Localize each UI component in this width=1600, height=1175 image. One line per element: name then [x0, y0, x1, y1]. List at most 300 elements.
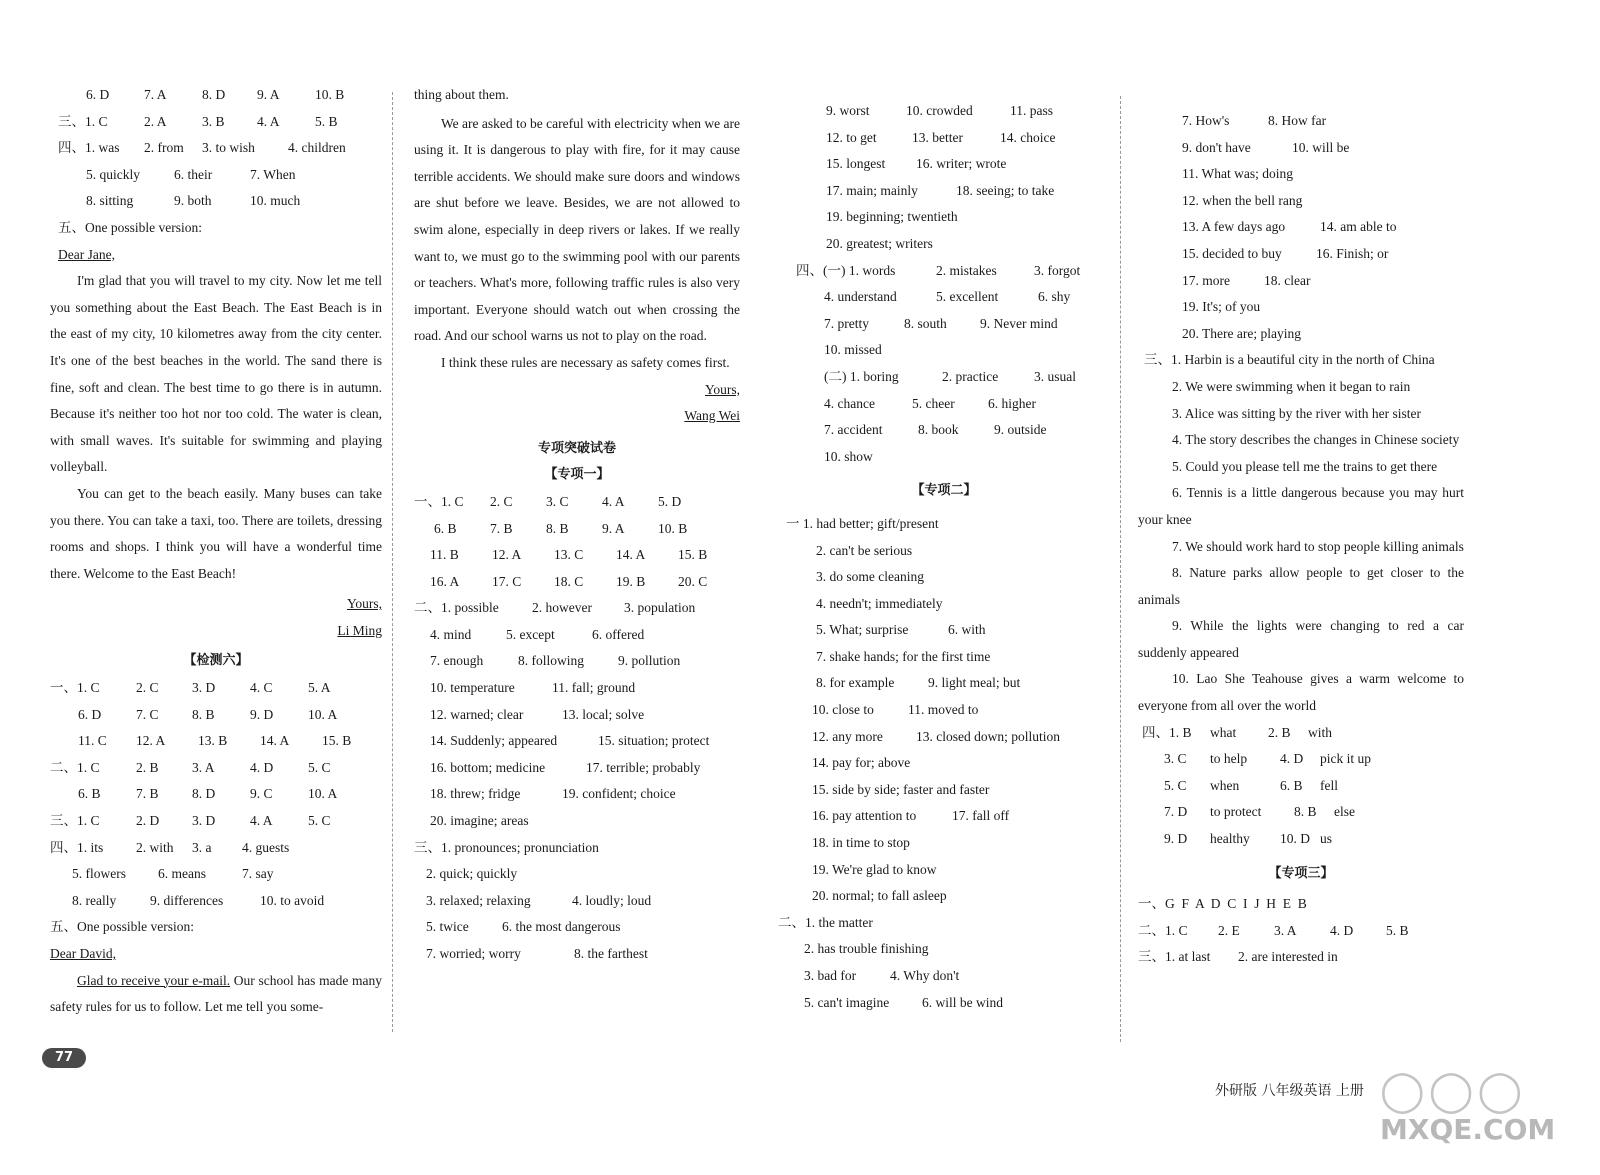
answer: 二、1. C	[1138, 922, 1188, 938]
answer: 8. sitting	[86, 193, 134, 209]
answer-row	[786, 724, 1102, 751]
letter-paragraph: I think these rules are necessary as safety comes first.	[441, 354, 730, 370]
watermark-text: MXQE.COM	[1380, 1113, 1556, 1146]
answer-row	[50, 162, 382, 189]
answer: 13. A few days ago	[1182, 219, 1286, 235]
answer: 6. D	[86, 87, 110, 102]
answer: 2. D	[136, 813, 160, 829]
answer: 2. C	[490, 493, 513, 509]
answer: 6. B	[1280, 777, 1303, 793]
answer: 5. excellent	[936, 289, 999, 305]
answer: 15. B	[322, 733, 352, 749]
column-2	[414, 82, 740, 968]
answer: 三、1. pronounces; pronunciation	[414, 839, 599, 855]
answer: 18. seeing; to take	[956, 182, 1055, 198]
answer: 2. can't be serious	[816, 542, 913, 558]
answer: 4. C	[250, 680, 273, 696]
answer: 10. much	[250, 193, 301, 209]
answer: 12. to get	[826, 129, 877, 145]
answer: 6. D	[78, 706, 102, 722]
answer-row	[786, 538, 1102, 565]
answer: 2. practice	[942, 368, 999, 384]
answer-row	[786, 883, 1102, 910]
underlined-sentence: Glad to receive your e-mail.	[77, 972, 231, 988]
answer: 3. population	[624, 600, 696, 616]
answer-row	[414, 888, 740, 915]
answer-row: 一、G F A D C I J H E B	[1138, 896, 1307, 912]
answer-row	[414, 835, 740, 862]
answer: 13. better	[912, 129, 963, 145]
answer: 14. am able to	[1320, 219, 1397, 235]
answer: 20. greatest; writers	[826, 235, 933, 251]
answer: 9. D	[1164, 831, 1188, 847]
answer: 4. chance	[824, 395, 875, 411]
answer-row	[786, 564, 1102, 591]
answer-row	[50, 135, 382, 162]
answer-row	[778, 910, 1102, 937]
letter-paragraph: You can get to the beach easily. Many buses can take you there. You can take a taxi, too. There are toilets, dressing rooms and shops. I think you will have a wonderful time there. Welcome to the East Beach!	[50, 485, 382, 581]
answer: 四、1. B	[1142, 724, 1192, 740]
answer: 一 1. had better; gift/present	[786, 515, 939, 531]
answer: 10. A	[308, 786, 338, 802]
answer: 6. with	[948, 622, 986, 638]
answer: 一、1. C	[50, 680, 100, 696]
answer: 12. A	[492, 547, 522, 563]
answer: 19. confident; choice	[562, 786, 676, 802]
answer: 9. pollution	[618, 653, 681, 669]
answer: 11. B	[430, 547, 459, 563]
answer-row	[414, 489, 740, 516]
answer: 17. main; mainly	[826, 182, 918, 198]
answer: 7. B	[136, 786, 159, 802]
answer: 12. any more	[812, 728, 883, 744]
answer: 6. offered	[592, 626, 645, 642]
answer-row	[1138, 268, 1464, 295]
answer: 8. really	[72, 892, 117, 908]
answer-row	[786, 364, 1102, 391]
column-4	[1138, 108, 1464, 971]
answer: 15. situation; protect	[598, 733, 710, 749]
answer: 5. can't imagine	[804, 994, 890, 1010]
answer: 4. needn't; immediately	[816, 595, 943, 611]
answer: 5. C	[1164, 777, 1187, 793]
answer: pick it up	[1320, 751, 1371, 767]
answer-row	[786, 963, 1102, 990]
answer: 4. Why don't	[890, 968, 960, 983]
answer: 9. A	[257, 87, 280, 102]
answer-row	[414, 648, 740, 675]
answer: 三、1. C	[50, 813, 100, 829]
answer-row	[1138, 918, 1464, 945]
answer-row	[50, 702, 382, 729]
answer: 4. D	[1280, 751, 1304, 767]
answer-row	[1138, 161, 1464, 188]
answer: 三、1. at last	[1138, 949, 1211, 965]
answer: 19. It's; of you	[1182, 299, 1261, 315]
letter-text: Our school has made many safety rules for us to follow. Let me tell you some-	[50, 972, 382, 1015]
answer-row	[50, 755, 382, 782]
answer: 14. Suddenly; appeared	[430, 733, 558, 749]
answer: what	[1210, 724, 1237, 740]
answer: 19. beginning; twentieth	[826, 209, 958, 225]
answer-row	[786, 178, 1102, 205]
answer-row	[414, 542, 740, 569]
answer: 2. however	[532, 600, 592, 616]
closing	[414, 377, 740, 404]
answer: 3. a	[192, 839, 212, 855]
answer: 4. D	[1330, 922, 1354, 938]
answer: 9. worst	[826, 103, 870, 118]
answer: 10. B	[658, 520, 688, 536]
answer-row	[1138, 214, 1464, 241]
answer: 3. C	[546, 493, 569, 509]
section-heading: 【检测六】	[183, 653, 249, 669]
answer-row	[786, 337, 1102, 364]
answer: 4. mind	[430, 626, 472, 642]
section-label: 五、One possible version:	[58, 219, 202, 235]
answer-row	[414, 781, 740, 808]
letter-paragraph: thing about them.	[414, 87, 509, 102]
answer: 6. higher	[988, 395, 1036, 411]
answer-row	[1138, 135, 1464, 162]
answer: 15. longest	[826, 156, 886, 172]
answer: 11. C	[78, 733, 107, 749]
answer: 6. shy	[1038, 289, 1071, 305]
answer: 19. B	[616, 573, 646, 589]
answer-row	[786, 98, 1102, 125]
column-divider	[1120, 96, 1121, 1042]
answer-row	[414, 808, 740, 835]
answer-sentence: 9. While the lights were changing to red a car suddenly appeared	[1138, 618, 1464, 660]
answer-row	[786, 231, 1102, 258]
answer-sentence: 2. We were swimming when it began to rain	[1172, 378, 1411, 394]
answer: 20. normal; to fall asleep	[812, 888, 947, 904]
answer: 14. A	[260, 733, 290, 749]
answer-sentence: 3. Alice was sitting by the river with her sister	[1172, 405, 1421, 421]
answer: 8. D	[202, 87, 226, 102]
closing	[50, 591, 382, 618]
answer: 20. C	[678, 573, 708, 589]
answer: 2. A	[144, 113, 167, 129]
answer: 5. C	[308, 759, 331, 775]
answer-row	[1138, 826, 1464, 853]
answer: 20. There are; playing	[1182, 325, 1301, 341]
answer-row	[1138, 294, 1464, 321]
answer: 四、(一) 1. words	[796, 262, 896, 278]
answer-row	[50, 808, 382, 835]
answer-row	[786, 511, 1102, 538]
answer-row	[50, 109, 382, 136]
answer: 5. C	[308, 813, 331, 829]
answer: 7. C	[136, 706, 159, 722]
answer: 6. means	[158, 866, 206, 882]
answer: 11. pass	[1010, 103, 1053, 118]
answer: 13. local; solve	[562, 706, 645, 722]
answer: else	[1334, 804, 1355, 820]
answer: 3. A	[192, 759, 215, 775]
answer: 18. in time to stop	[812, 835, 910, 851]
answer: 17. more	[1182, 272, 1230, 288]
answer: 18. C	[554, 573, 584, 589]
answer-row	[414, 622, 740, 649]
answer: 13. closed down; pollution	[916, 728, 1060, 744]
answer-row	[786, 311, 1102, 338]
answer-row	[1138, 944, 1464, 971]
answer: 5. twice	[426, 919, 469, 935]
answer: 17. terrible; probably	[586, 759, 701, 775]
answer: 7. D	[1164, 804, 1188, 820]
answer: 10. missed	[824, 342, 882, 358]
answer-row	[786, 284, 1102, 311]
answer: 14. pay for; above	[812, 755, 911, 771]
answer: 二、1. the matter	[778, 914, 873, 930]
answer: 3. to wish	[202, 140, 255, 156]
answer-row	[414, 516, 740, 543]
answer: 7. How's	[1182, 113, 1230, 128]
answer-sentence: 8. Nature parks allow people to get closer to the animals	[1138, 565, 1464, 607]
answer-row	[1138, 746, 1464, 773]
answer: fell	[1320, 777, 1338, 793]
answer: 10. to avoid	[260, 892, 325, 908]
answer: 15. decided to buy	[1182, 245, 1282, 261]
answer-row	[786, 697, 1102, 724]
answer-row	[414, 595, 740, 622]
answer: 12. A	[136, 733, 166, 749]
answer-row	[414, 941, 740, 968]
answer: 16. writer; wrote	[916, 156, 1007, 172]
answer: 10. D	[1280, 831, 1310, 847]
answer: 4. A	[257, 113, 280, 129]
letter-paragraph: We are asked to be careful with electricity when we are using it. It is dangerous to play with fire, for it may cause terrible accidents. We should make sure doors and windows are shut before we leave. Besides, we are not allowed to swim alone, especially in deep rivers or lakes. If we really want to, we must go to the swimming pool with our parents or teachers. What's more, following traffic rules is also very important. Everyone should watch out when crossing the road. And our school warns us not to play on the road.	[414, 115, 740, 344]
answer: 16. bottom; medicine	[430, 759, 546, 775]
answer: 13. B	[198, 733, 228, 749]
answer: 8. following	[518, 653, 584, 669]
answer: 6. will be wind	[922, 994, 1003, 1010]
answer: 11. What was; doing	[1182, 166, 1293, 182]
answer-row	[786, 750, 1102, 777]
answer: 7. pretty	[824, 315, 869, 331]
answer-row	[1138, 108, 1464, 135]
answer-row	[50, 188, 382, 215]
answer: 8. south	[904, 315, 947, 331]
answer-row	[786, 258, 1102, 285]
answer: 6. B	[434, 520, 457, 536]
answer: 4. guests	[242, 839, 290, 855]
answer: 16. A	[430, 573, 460, 589]
answer: 7. A	[144, 87, 167, 102]
salutation: Dear Jane,	[58, 246, 115, 262]
answer: 3. B	[202, 113, 225, 129]
answer: 7. enough	[430, 653, 484, 669]
answer-sentence: 5. Could you please tell me the trains to get there	[1172, 458, 1438, 474]
answer: 9. don't have	[1182, 139, 1251, 155]
answer: 6. B	[78, 786, 101, 802]
answer: 3. do some cleaning	[816, 569, 924, 585]
answer-row	[50, 835, 382, 862]
answer: 5. What; surprise	[816, 622, 909, 638]
answer: 2. has trouble finishing	[804, 941, 929, 957]
answer-row	[414, 914, 740, 941]
answer: 7. accident	[824, 422, 883, 438]
section-heading: 【专项一】	[544, 467, 610, 483]
answer: 二、1. C	[50, 759, 100, 775]
section-heading: 【专项三】	[1268, 865, 1334, 881]
answer-row	[50, 728, 382, 755]
answer: 8. for example	[816, 675, 895, 691]
answer-sentence: 6. Tennis is a little dangerous because you may hurt your knee	[1138, 485, 1464, 527]
answer: 7. When	[250, 166, 296, 182]
answer: 9. C	[250, 786, 273, 802]
answer: 13. C	[554, 547, 584, 563]
answer: 5. D	[658, 493, 682, 509]
answer: 3. C	[1164, 751, 1187, 767]
answer: 8. B	[192, 706, 215, 722]
answer-sentence: 10. Lao She Teahouse gives a warm welcome to everyone from all over the world	[1138, 671, 1464, 714]
answer: 9. outside	[994, 422, 1047, 438]
answer: 3. D	[192, 813, 216, 829]
answer: 三、1. C	[58, 113, 108, 129]
answer: 14. A	[616, 547, 646, 563]
answer: 8. B	[546, 520, 569, 536]
answer: 11. moved to	[908, 702, 979, 718]
signature	[414, 403, 740, 430]
answer: 2. mistakes	[936, 262, 997, 278]
answer: 2. E	[1218, 922, 1240, 938]
answer: 8. How far	[1268, 113, 1327, 128]
answer: 4. A	[250, 813, 273, 829]
answer-row	[786, 444, 1102, 471]
answer: 7. worried; worry	[426, 946, 521, 961]
answer: to protect	[1210, 804, 1262, 820]
letter-paragraph	[50, 968, 382, 1021]
answer-row	[1138, 720, 1464, 747]
answer: to help	[1210, 751, 1248, 767]
answer: 3. usual	[1034, 368, 1076, 384]
answer: 5. except	[506, 626, 555, 642]
answer: 7. say	[242, 866, 274, 882]
answer-row	[50, 888, 382, 915]
answer: 4. A	[602, 493, 625, 509]
answer: 2. C	[136, 680, 159, 696]
answer-row	[786, 417, 1102, 444]
answer-row	[786, 391, 1102, 418]
letter-paragraph: I'm glad that you will travel to my city. Now let me tell you something about the East Beach. The East Beach is in the east of my city, 10 kilometres away from the city center. It's one of the best beaches in the world. The sand there is fine, soft and clean. The best time to go there is in autumn. Because it's neither too hot nor too cold. The water is clean, with small waves. It's suitable for swimming and playing volleyball.	[50, 273, 382, 475]
answer: 2. with	[136, 839, 174, 855]
answer: 10. show	[824, 448, 873, 464]
answer: 14. choice	[1000, 129, 1056, 145]
answer-row	[786, 125, 1102, 152]
answer: 8. the farthest	[574, 946, 648, 961]
answer: 5. B	[1386, 922, 1409, 938]
salutation	[50, 941, 382, 968]
answer: 9. Never mind	[980, 315, 1058, 331]
answer: 10. B	[315, 87, 345, 102]
answer-row	[786, 936, 1102, 963]
answer: 四、1. its	[50, 839, 104, 855]
signature-text: Wang Wei	[684, 408, 740, 424]
answer: 15. side by side; faster and faster	[812, 781, 990, 797]
answer: 17. C	[492, 573, 522, 589]
signature-text: Li Ming	[337, 622, 382, 638]
answer: 15. B	[678, 547, 708, 563]
answer: 4. D	[250, 759, 274, 775]
answer-row	[1138, 773, 1464, 800]
answer: 2. are interested in	[1238, 949, 1338, 965]
answer: us	[1320, 831, 1333, 847]
answer-row	[414, 755, 740, 782]
answer: 6. the most dangerous	[502, 919, 621, 935]
answer-row	[1138, 188, 1464, 215]
answer-row	[786, 990, 1102, 1017]
column-3	[778, 98, 1102, 1016]
answer-sentence: 7. We should work hard to stop people killing animals	[1172, 538, 1464, 554]
answer-row	[50, 675, 382, 702]
answer: 10. close to	[812, 702, 874, 718]
answer-row	[786, 204, 1102, 231]
answer: 2. B	[136, 759, 159, 775]
answer-row	[786, 591, 1102, 618]
answer-row	[786, 644, 1102, 671]
answer: 5. A	[308, 680, 331, 696]
signature	[50, 618, 382, 645]
answer: 17. fall off	[952, 808, 1010, 824]
answer: 3. D	[192, 680, 216, 696]
answer: 5. cheer	[912, 395, 955, 411]
answer: 9. differences	[150, 892, 224, 908]
answer: 16. Finish; or	[1316, 245, 1389, 261]
answer-row	[414, 675, 740, 702]
answer: when	[1210, 777, 1240, 793]
answer-row	[414, 702, 740, 729]
answer: 19. We're glad to know	[812, 861, 937, 877]
answer: 10. temperature	[430, 680, 515, 696]
answer-row	[786, 151, 1102, 178]
answer-row	[1138, 241, 1464, 268]
watermark: ◯◯◯ MXQE.COM	[1380, 1068, 1556, 1146]
salutation-text: Dear David,	[50, 946, 116, 961]
answer-row	[414, 861, 740, 888]
answer: 9. light meal; but	[928, 675, 1021, 691]
answer: 8. book	[918, 422, 959, 438]
answer: 3. relaxed; relaxing	[426, 892, 531, 908]
answer: 9. both	[174, 193, 212, 209]
answer: 10. will be	[1292, 139, 1350, 155]
answer-row	[786, 777, 1102, 804]
section-label: 五、One possible version:	[50, 919, 194, 935]
answer: 2. quick; quickly	[426, 866, 518, 882]
answer: 一、1. C	[414, 493, 464, 509]
answer: 4. loudly; loud	[572, 892, 652, 908]
answer: (二) 1. boring	[824, 368, 899, 384]
page-number-badge: 77	[42, 1048, 86, 1068]
answer: 3. forgot	[1034, 262, 1081, 278]
answer: 8. D	[192, 786, 216, 802]
answer: 6. their	[174, 166, 213, 182]
answer-row	[414, 728, 740, 755]
column-1	[50, 82, 382, 1021]
answer-row	[50, 82, 382, 109]
answer: 8. B	[1294, 804, 1317, 820]
answer-row	[786, 830, 1102, 857]
section-heading: 【专项二】	[911, 483, 977, 499]
closing-text: Yours,	[704, 381, 740, 397]
answer: 18. clear	[1264, 272, 1311, 288]
answer: 10. A	[308, 706, 338, 722]
answer: 4. understand	[824, 289, 897, 305]
answer: 9. A	[602, 520, 625, 536]
answer: 5. B	[315, 113, 338, 129]
answer: 四、1. was	[58, 140, 120, 156]
